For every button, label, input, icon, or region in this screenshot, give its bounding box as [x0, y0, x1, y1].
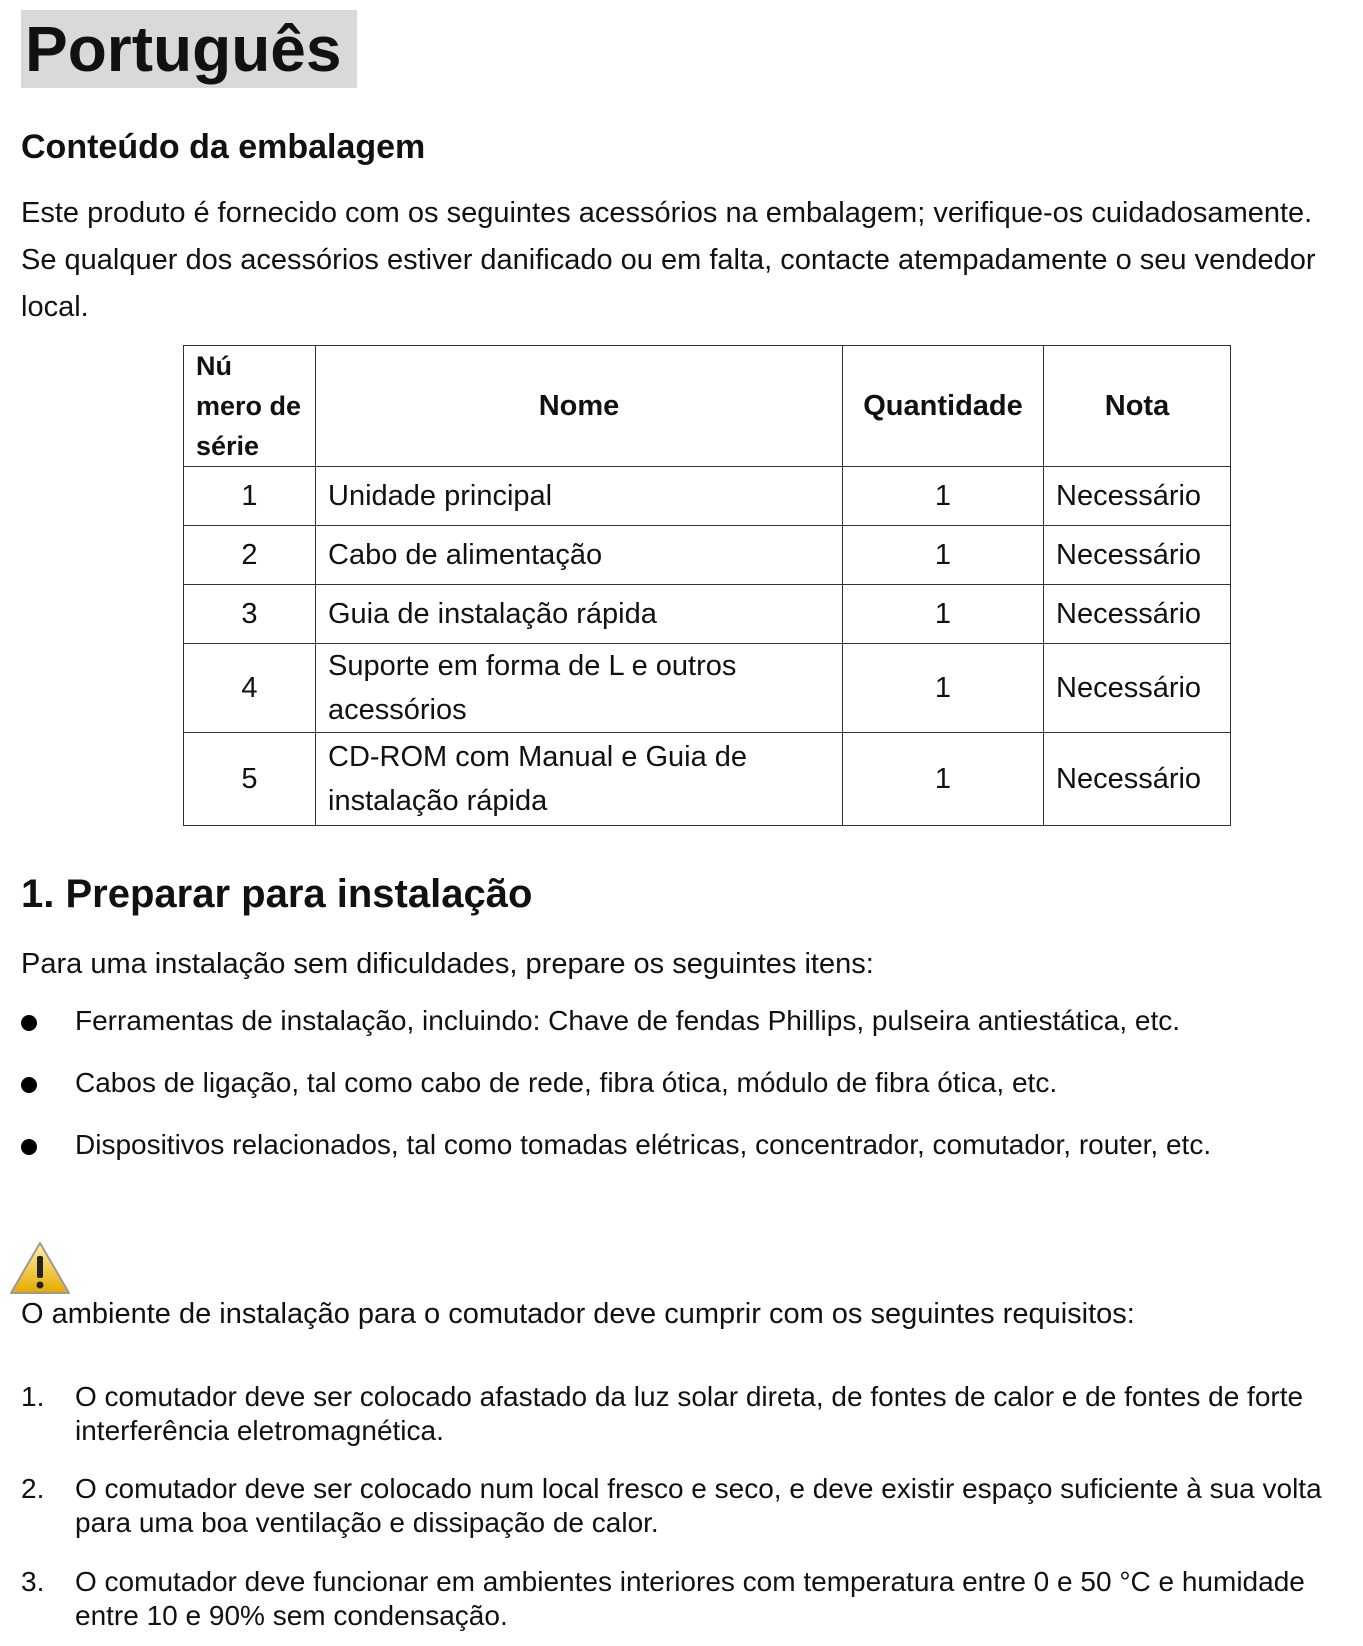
- header-name: Nome: [316, 346, 843, 467]
- table-row: [184, 644, 1231, 733]
- cell-serial: 4: [184, 644, 316, 733]
- requirement-number: 1.: [21, 1381, 45, 1412]
- requirement-item: [21, 1565, 1351, 1633]
- cell-note: Necessário: [1044, 733, 1231, 826]
- requirement-item: [21, 1472, 1351, 1540]
- requirement-text: O comutador deve ser colocado afastado da luz solar direta, de fontes de calor e de fontes de forte interferência eletromagnética.: [75, 1381, 1304, 1446]
- cell-serial: 3: [184, 585, 316, 644]
- cell-name: CD-ROM com Manual e Guia de instalação rápida: [316, 733, 843, 826]
- cell-name: Suporte em forma de L e outros acessórios: [316, 644, 843, 733]
- bullet-icon: [21, 1015, 37, 1031]
- bullet-item: [21, 1067, 1057, 1099]
- cell-quantity: 1: [843, 526, 1044, 585]
- cell-serial: 1: [184, 467, 316, 526]
- section-heading-package: Conteúdo da embalagem: [21, 128, 426, 166]
- cell-quantity: 1: [843, 585, 1044, 644]
- requirement-number: 2.: [21, 1473, 45, 1504]
- bullet-item: [21, 1005, 1180, 1037]
- cell-serial: 5: [184, 733, 316, 826]
- cell-note: Necessário: [1044, 526, 1231, 585]
- package-contents-table: [183, 345, 1231, 826]
- bullet-text: Ferramentas de instalação, incluindo: Chave de fendas Phillips, pulseira antiestática, etc.: [75, 1005, 1181, 1036]
- section-heading-prepare: 1. Preparar para instalação: [21, 872, 533, 916]
- header-quantity: Quantidade: [843, 346, 1044, 467]
- requirement-text: O comutador deve funcionar em ambientes interiores com temperatura entre 0 e 50 °C e humidade entre 10 e 90% sem condensação.: [75, 1566, 1305, 1631]
- warning-text: O ambiente de instalação para o comutador deve cumprir com os seguintes requisitos:: [21, 1298, 1135, 1330]
- table-row: [184, 526, 1231, 585]
- header-serial: Nú mero de série: [184, 346, 316, 467]
- cell-name: Unidade principal: [316, 467, 843, 526]
- header-note: Nota: [1044, 346, 1231, 467]
- cell-name: Cabo de alimentação: [316, 526, 843, 585]
- warning-triangle-icon: [8, 1240, 72, 1301]
- table-row: [184, 467, 1231, 526]
- cell-note: Necessário: [1044, 585, 1231, 644]
- cell-name: Guia de instalação rápida: [316, 585, 843, 644]
- bullet-item: [21, 1129, 1211, 1161]
- page-title: Português: [21, 10, 357, 88]
- bullet-text: Dispositivos relacionados, tal como tomadas elétricas, concentrador, comutador, router, etc.: [75, 1129, 1212, 1160]
- cell-serial: 2: [184, 526, 316, 585]
- bullet-text: Cabos de ligação, tal como cabo de rede, fibra ótica, módulo de fibra ótica, etc.: [75, 1067, 1058, 1098]
- cell-quantity: 1: [843, 644, 1044, 733]
- bullet-icon: [21, 1139, 37, 1155]
- package-intro: Este produto é fornecido com os seguintes acessórios na embalagem; verifique-os cuidadosamente. Se qualquer dos acessórios estiver danificado ou em falta, contacte atempadamente o seu vendedor local.: [21, 197, 1316, 323]
- cell-note: Necessário: [1044, 467, 1231, 526]
- table-row: [184, 733, 1231, 826]
- cell-quantity: 1: [843, 733, 1044, 826]
- cell-quantity: 1: [843, 467, 1044, 526]
- bullet-icon: [21, 1077, 37, 1093]
- table-row: [184, 585, 1231, 644]
- table-header-row: [184, 346, 1231, 467]
- requirement-item: [21, 1380, 1351, 1448]
- requirement-text: O comutador deve ser colocado num local fresco e seco, e deve existir espaço suficiente à sua volta para uma boa ventilação e dissipação de calor.: [75, 1473, 1322, 1538]
- requirement-number: 3.: [21, 1566, 45, 1597]
- prepare-intro: Para uma instalação sem dificuldades, prepare os seguintes itens:: [21, 948, 874, 980]
- cell-note: Necessário: [1044, 644, 1231, 733]
